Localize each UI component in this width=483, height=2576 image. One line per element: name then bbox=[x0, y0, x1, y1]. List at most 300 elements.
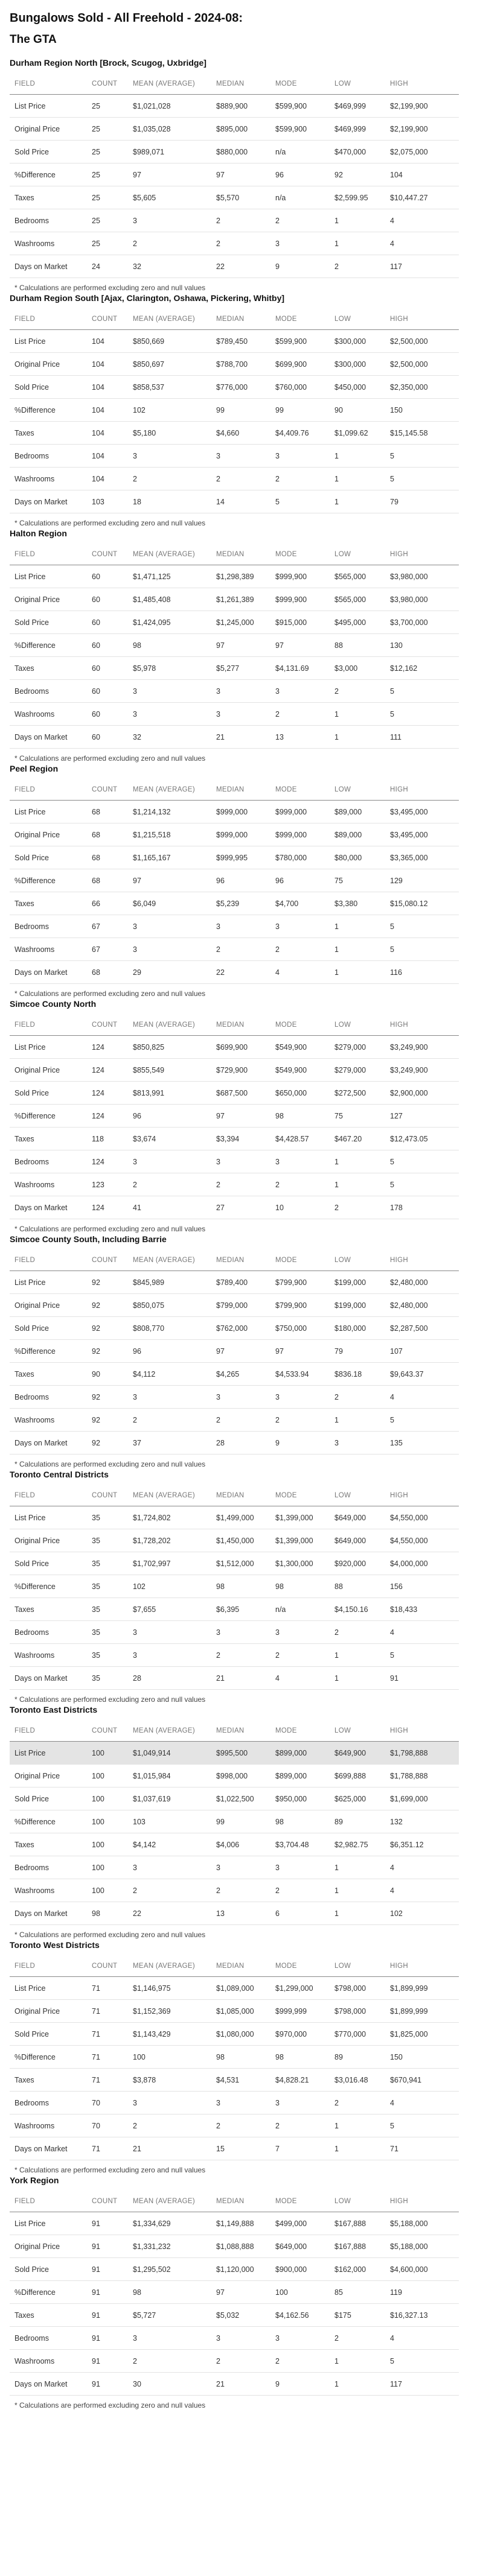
value-cell: $2,982.75 bbox=[330, 1833, 385, 1856]
value-cell: $850,075 bbox=[128, 1294, 211, 1317]
value-cell: 25 bbox=[87, 95, 128, 118]
value-cell: $1,049,914 bbox=[128, 1742, 211, 1765]
value-cell: $549,900 bbox=[270, 1059, 330, 1082]
value-cell: 124 bbox=[87, 1105, 128, 1128]
value-cell: 124 bbox=[87, 1150, 128, 1173]
value-cell: $889,900 bbox=[211, 95, 270, 118]
value-cell: 96 bbox=[128, 1105, 211, 1128]
field-name-cell: List Price bbox=[10, 801, 87, 823]
column-header: COUNT bbox=[87, 309, 128, 330]
region-section bbox=[10, 1938, 473, 2174]
table-row bbox=[10, 588, 459, 611]
value-cell: 3 bbox=[211, 680, 270, 703]
column-header: FIELD bbox=[10, 1721, 87, 1742]
value-cell: 3 bbox=[128, 1150, 211, 1173]
table-row bbox=[10, 445, 459, 468]
value-cell: $1,299,000 bbox=[270, 1977, 330, 2000]
column-header: COUNT bbox=[87, 1721, 128, 1742]
table-header-row bbox=[10, 544, 459, 565]
value-cell: 3 bbox=[128, 209, 211, 232]
value-cell: $549,900 bbox=[270, 1036, 330, 1059]
value-cell: $1,080,000 bbox=[211, 2023, 270, 2046]
field-name-cell: Taxes bbox=[10, 1128, 87, 1150]
value-cell: $950,000 bbox=[270, 1788, 330, 1810]
value-cell: $1,120,000 bbox=[211, 2258, 270, 2281]
column-header: HIGH bbox=[385, 74, 459, 95]
value-cell: $5,032 bbox=[211, 2304, 270, 2327]
value-cell: $999,999 bbox=[270, 2000, 330, 2023]
value-cell: 91 bbox=[87, 2304, 128, 2327]
field-name-cell: %Difference bbox=[10, 1340, 87, 1363]
value-cell: $3,394 bbox=[211, 1128, 270, 1150]
value-cell: 1 bbox=[330, 1173, 385, 1196]
field-name-cell: List Price bbox=[10, 1977, 87, 2000]
value-cell: 104 bbox=[87, 422, 128, 445]
value-cell: $4,533.94 bbox=[270, 1363, 330, 1386]
value-cell: 3 bbox=[128, 445, 211, 468]
column-header: HIGH bbox=[385, 2191, 459, 2212]
value-cell: 71 bbox=[87, 1977, 128, 2000]
value-cell: 5 bbox=[385, 445, 459, 468]
table-row bbox=[10, 1552, 459, 1575]
value-cell: 4 bbox=[270, 961, 330, 984]
value-cell: 4 bbox=[385, 1856, 459, 1879]
column-header: COUNT bbox=[87, 1485, 128, 1506]
value-cell: $2,500,000 bbox=[385, 353, 459, 376]
value-cell: $599,900 bbox=[270, 330, 330, 353]
value-cell: 129 bbox=[385, 869, 459, 892]
value-cell: 25 bbox=[87, 232, 128, 255]
value-cell: $998,000 bbox=[211, 1765, 270, 1788]
region-title: Toronto East Districts bbox=[10, 1705, 98, 1715]
value-cell: 25 bbox=[87, 163, 128, 186]
region-section bbox=[10, 56, 473, 292]
value-cell: $808,770 bbox=[128, 1317, 211, 1340]
value-cell: 35 bbox=[87, 1598, 128, 1621]
value-cell: 71 bbox=[87, 2000, 128, 2023]
column-header: FIELD bbox=[10, 74, 87, 95]
field-name-cell: Bedrooms bbox=[10, 915, 87, 938]
stats-table bbox=[10, 1485, 459, 1690]
field-name-cell: Original Price bbox=[10, 1765, 87, 1788]
value-cell: $999,900 bbox=[270, 565, 330, 588]
value-cell: 92 bbox=[87, 1317, 128, 1340]
column-header: LOW bbox=[330, 2191, 385, 2212]
stats-table bbox=[10, 1015, 459, 1219]
value-cell: $799,900 bbox=[270, 1271, 330, 1294]
table-row bbox=[10, 2327, 459, 2350]
value-cell: $915,000 bbox=[270, 611, 330, 634]
value-cell: $565,000 bbox=[330, 565, 385, 588]
value-cell: 90 bbox=[87, 1363, 128, 1386]
value-cell: 13 bbox=[211, 1902, 270, 1925]
column-header: COUNT bbox=[87, 779, 128, 801]
value-cell: 1 bbox=[330, 938, 385, 961]
value-cell: $650,000 bbox=[270, 1082, 330, 1105]
field-name-cell: Taxes bbox=[10, 657, 87, 680]
column-header: MEDIAN bbox=[211, 544, 270, 565]
value-cell: $970,000 bbox=[270, 2023, 330, 2046]
field-name-cell: Sold Price bbox=[10, 1317, 87, 1340]
field-name-cell: List Price bbox=[10, 1506, 87, 1529]
value-cell: 21 bbox=[211, 726, 270, 749]
table-row bbox=[10, 232, 459, 255]
value-cell: 71 bbox=[87, 2046, 128, 2069]
value-cell: $4,409.76 bbox=[270, 422, 330, 445]
value-cell: $836.18 bbox=[330, 1363, 385, 1386]
calculation-note: * Calculations are performed excluding zero and null values bbox=[14, 754, 206, 763]
column-header: COUNT bbox=[87, 1956, 128, 1977]
table-row bbox=[10, 186, 459, 209]
value-cell: $1,788,888 bbox=[385, 1765, 459, 1788]
value-cell: 41 bbox=[128, 1196, 211, 1219]
table-header-row bbox=[10, 1250, 459, 1271]
value-cell: $5,180 bbox=[128, 422, 211, 445]
value-cell: $450,000 bbox=[330, 376, 385, 399]
table-header-row bbox=[10, 779, 459, 801]
value-cell: 28 bbox=[128, 1667, 211, 1690]
value-cell: 5 bbox=[385, 2114, 459, 2137]
value-cell: $80,000 bbox=[330, 846, 385, 869]
value-cell: 3 bbox=[128, 1386, 211, 1409]
value-cell: $16,327.13 bbox=[385, 2304, 459, 2327]
value-cell: 3 bbox=[270, 2092, 330, 2114]
value-cell: 1 bbox=[330, 232, 385, 255]
value-cell: $1,798,888 bbox=[385, 1742, 459, 1765]
table-row bbox=[10, 1977, 459, 2000]
value-cell: 92 bbox=[87, 1386, 128, 1409]
value-cell: $12,162 bbox=[385, 657, 459, 680]
table-row bbox=[10, 1742, 459, 1765]
value-cell: 5 bbox=[385, 703, 459, 726]
value-cell: 5 bbox=[385, 1150, 459, 1173]
field-name-cell: Original Price bbox=[10, 823, 87, 846]
column-header: COUNT bbox=[87, 2191, 128, 2212]
field-name-cell: Original Price bbox=[10, 1529, 87, 1552]
value-cell: 124 bbox=[87, 1082, 128, 1105]
value-cell: $3,249,900 bbox=[385, 1059, 459, 1082]
column-header: MODE bbox=[270, 1250, 330, 1271]
column-header: MEDIAN bbox=[211, 74, 270, 95]
calculation-note: * Calculations are performed excluding zero and null values bbox=[14, 1225, 206, 1233]
value-cell: 97 bbox=[128, 163, 211, 186]
value-cell: 3 bbox=[270, 1856, 330, 1879]
value-cell: 5 bbox=[385, 468, 459, 490]
value-cell: 2 bbox=[128, 468, 211, 490]
value-cell: 88 bbox=[330, 1575, 385, 1598]
value-cell: $850,697 bbox=[128, 353, 211, 376]
value-cell: 25 bbox=[87, 186, 128, 209]
value-cell: 5 bbox=[385, 938, 459, 961]
column-header: HIGH bbox=[385, 1485, 459, 1506]
value-cell: 2 bbox=[270, 938, 330, 961]
table-row bbox=[10, 823, 459, 846]
field-name-cell: Washrooms bbox=[10, 703, 87, 726]
table-row bbox=[10, 1529, 459, 1552]
table-row bbox=[10, 422, 459, 445]
value-cell: 4 bbox=[385, 2327, 459, 2350]
value-cell: 1 bbox=[330, 2373, 385, 2396]
value-cell: 70 bbox=[87, 2114, 128, 2137]
field-name-cell: Days on Market bbox=[10, 2373, 87, 2396]
field-name-cell: %Difference bbox=[10, 399, 87, 422]
value-cell: $845,989 bbox=[128, 1271, 211, 1294]
value-cell: $999,000 bbox=[211, 801, 270, 823]
value-cell: 35 bbox=[87, 1575, 128, 1598]
region-title: Halton Region bbox=[10, 528, 67, 538]
region-title: Toronto West Districts bbox=[10, 1940, 100, 1950]
table-header-row bbox=[10, 1485, 459, 1506]
field-name-cell: Bedrooms bbox=[10, 1621, 87, 1644]
value-cell: $1,512,000 bbox=[211, 1552, 270, 1575]
calculation-note: * Calculations are performed excluding zero and null values bbox=[14, 989, 206, 998]
field-name-cell: %Difference bbox=[10, 1810, 87, 1833]
field-name-cell: Bedrooms bbox=[10, 680, 87, 703]
value-cell: 89 bbox=[330, 2046, 385, 2069]
value-cell: $995,500 bbox=[211, 1742, 270, 1765]
value-cell: $9,643.37 bbox=[385, 1363, 459, 1386]
value-cell: $3,365,000 bbox=[385, 846, 459, 869]
value-cell: 104 bbox=[87, 330, 128, 353]
table-row bbox=[10, 1363, 459, 1386]
table-header-row bbox=[10, 74, 459, 95]
value-cell: 4 bbox=[385, 2092, 459, 2114]
field-name-cell: Taxes bbox=[10, 186, 87, 209]
value-cell: $199,000 bbox=[330, 1294, 385, 1317]
field-name-cell: Bedrooms bbox=[10, 1856, 87, 1879]
value-cell: 1 bbox=[330, 2350, 385, 2373]
value-cell: 88 bbox=[330, 634, 385, 657]
field-name-cell: List Price bbox=[10, 1742, 87, 1765]
value-cell: 9 bbox=[270, 1432, 330, 1455]
column-header: MODE bbox=[270, 1485, 330, 1506]
value-cell: 1 bbox=[330, 2114, 385, 2137]
value-cell: 21 bbox=[211, 2373, 270, 2396]
value-cell: 2 bbox=[128, 2350, 211, 2373]
value-cell: $565,000 bbox=[330, 588, 385, 611]
value-cell: $15,145.58 bbox=[385, 422, 459, 445]
value-cell: 91 bbox=[87, 2212, 128, 2235]
value-cell: $4,006 bbox=[211, 1833, 270, 1856]
value-cell: 96 bbox=[270, 163, 330, 186]
value-cell: $2,900,000 bbox=[385, 1082, 459, 1105]
value-cell: 104 bbox=[385, 163, 459, 186]
value-cell: $3,380 bbox=[330, 892, 385, 915]
value-cell: 1 bbox=[330, 1409, 385, 1432]
value-cell: $699,900 bbox=[270, 353, 330, 376]
value-cell: $999,000 bbox=[211, 823, 270, 846]
value-cell: $989,071 bbox=[128, 141, 211, 163]
field-name-cell: Taxes bbox=[10, 2304, 87, 2327]
table-row bbox=[10, 353, 459, 376]
value-cell: $89,000 bbox=[330, 823, 385, 846]
field-name-cell: Original Price bbox=[10, 2235, 87, 2258]
stats-table bbox=[10, 2191, 459, 2396]
table-row bbox=[10, 869, 459, 892]
value-cell: 92 bbox=[87, 1432, 128, 1455]
value-cell: $3,000 bbox=[330, 657, 385, 680]
column-header: FIELD bbox=[10, 1250, 87, 1271]
value-cell: $5,188,000 bbox=[385, 2235, 459, 2258]
value-cell: $729,900 bbox=[211, 1059, 270, 1082]
value-cell: 68 bbox=[87, 869, 128, 892]
column-header: LOW bbox=[330, 1015, 385, 1036]
value-cell: 2 bbox=[128, 232, 211, 255]
value-cell: $1,165,167 bbox=[128, 846, 211, 869]
value-cell: 5 bbox=[270, 490, 330, 513]
value-cell: $799,000 bbox=[211, 1294, 270, 1317]
value-cell: $12,473.05 bbox=[385, 1128, 459, 1150]
column-header: MODE bbox=[270, 309, 330, 330]
value-cell: 111 bbox=[385, 726, 459, 749]
value-cell: 91 bbox=[87, 2235, 128, 2258]
value-cell: 97 bbox=[211, 634, 270, 657]
value-cell: 119 bbox=[385, 2281, 459, 2304]
value-cell: $18,433 bbox=[385, 1598, 459, 1621]
value-cell: $1,088,888 bbox=[211, 2235, 270, 2258]
stats-table bbox=[10, 1721, 459, 1925]
column-header: FIELD bbox=[10, 544, 87, 565]
table-row bbox=[10, 2069, 459, 2092]
column-header: MEAN (AVERAGE) bbox=[128, 74, 211, 95]
field-name-cell: %Difference bbox=[10, 2046, 87, 2069]
field-name-cell: List Price bbox=[10, 2212, 87, 2235]
field-name-cell: Days on Market bbox=[10, 1902, 87, 1925]
value-cell: 5 bbox=[385, 1644, 459, 1667]
value-cell: $813,991 bbox=[128, 1082, 211, 1105]
value-cell: $2,075,000 bbox=[385, 141, 459, 163]
value-cell: $4,112 bbox=[128, 1363, 211, 1386]
column-header: MODE bbox=[270, 779, 330, 801]
value-cell: 97 bbox=[211, 1105, 270, 1128]
value-cell: 100 bbox=[87, 1879, 128, 1902]
stats-table bbox=[10, 1956, 459, 2160]
table-row bbox=[10, 1644, 459, 1667]
field-name-cell: Washrooms bbox=[10, 938, 87, 961]
stats-table bbox=[10, 309, 459, 513]
value-cell: 3 bbox=[128, 938, 211, 961]
field-name-cell: %Difference bbox=[10, 634, 87, 657]
value-cell: $770,000 bbox=[330, 2023, 385, 2046]
value-cell: $999,900 bbox=[270, 588, 330, 611]
value-cell: 92 bbox=[87, 1294, 128, 1317]
value-cell: $1,099.62 bbox=[330, 422, 385, 445]
value-cell: 135 bbox=[385, 1432, 459, 1455]
region-section bbox=[10, 526, 473, 763]
value-cell: $6,049 bbox=[128, 892, 211, 915]
value-cell: 35 bbox=[87, 1529, 128, 1552]
value-cell: 27 bbox=[211, 1196, 270, 1219]
value-cell: 3 bbox=[211, 1856, 270, 1879]
table-row bbox=[10, 2000, 459, 2023]
value-cell: 4 bbox=[385, 1621, 459, 1644]
value-cell: 25 bbox=[87, 141, 128, 163]
field-name-cell: Washrooms bbox=[10, 1644, 87, 1667]
value-cell: 97 bbox=[211, 163, 270, 186]
column-header: HIGH bbox=[385, 1015, 459, 1036]
value-cell: $162,000 bbox=[330, 2258, 385, 2281]
field-name-cell: Days on Market bbox=[10, 1196, 87, 1219]
value-cell: $2,199,900 bbox=[385, 95, 459, 118]
value-cell: 2 bbox=[211, 209, 270, 232]
value-cell: 9 bbox=[270, 255, 330, 278]
value-cell: 98 bbox=[270, 1575, 330, 1598]
region-title: Durham Region North [Brock, Scugog, Uxbridge] bbox=[10, 58, 206, 68]
table-row bbox=[10, 209, 459, 232]
table-row bbox=[10, 1765, 459, 1788]
stats-table bbox=[10, 544, 459, 749]
field-name-cell: %Difference bbox=[10, 2281, 87, 2304]
stats-table bbox=[10, 779, 459, 984]
value-cell: $1,699,000 bbox=[385, 1788, 459, 1810]
value-cell: $699,888 bbox=[330, 1765, 385, 1788]
value-cell: 68 bbox=[87, 961, 128, 984]
value-cell: 100 bbox=[128, 2046, 211, 2069]
value-cell: $10,447.27 bbox=[385, 186, 459, 209]
value-cell: 100 bbox=[87, 1833, 128, 1856]
value-cell: $5,727 bbox=[128, 2304, 211, 2327]
table-row bbox=[10, 2304, 459, 2327]
value-cell: 2 bbox=[270, 1879, 330, 1902]
value-cell: 60 bbox=[87, 565, 128, 588]
field-name-cell: Original Price bbox=[10, 2000, 87, 2023]
value-cell: 90 bbox=[330, 399, 385, 422]
value-cell: $1,450,000 bbox=[211, 1529, 270, 1552]
field-name-cell: Original Price bbox=[10, 118, 87, 141]
value-cell: $4,531 bbox=[211, 2069, 270, 2092]
value-cell: 156 bbox=[385, 1575, 459, 1598]
value-cell: $670,941 bbox=[385, 2069, 459, 2092]
value-cell: $4,550,000 bbox=[385, 1506, 459, 1529]
value-cell: $789,450 bbox=[211, 330, 270, 353]
value-cell: $850,669 bbox=[128, 330, 211, 353]
value-cell: 3 bbox=[128, 915, 211, 938]
field-name-cell: Days on Market bbox=[10, 490, 87, 513]
value-cell: $199,000 bbox=[330, 1271, 385, 1294]
value-cell: $1,399,000 bbox=[270, 1529, 330, 1552]
value-cell: 98 bbox=[128, 2281, 211, 2304]
value-cell: $1,399,000 bbox=[270, 1506, 330, 1529]
value-cell: 4 bbox=[385, 1879, 459, 1902]
value-cell: 102 bbox=[128, 399, 211, 422]
value-cell: 14 bbox=[211, 490, 270, 513]
calculation-note: * Calculations are performed excluding zero and null values bbox=[14, 2166, 206, 2174]
column-header: LOW bbox=[330, 1721, 385, 1742]
region-title: York Region bbox=[10, 2175, 59, 2185]
value-cell: 107 bbox=[385, 1340, 459, 1363]
table-row bbox=[10, 1317, 459, 1340]
value-cell: 70 bbox=[87, 2092, 128, 2114]
field-name-cell: Taxes bbox=[10, 422, 87, 445]
column-header: LOW bbox=[330, 544, 385, 565]
value-cell: $899,000 bbox=[270, 1742, 330, 1765]
table-row bbox=[10, 634, 459, 657]
value-cell: $4,550,000 bbox=[385, 1529, 459, 1552]
value-cell: $499,000 bbox=[270, 2212, 330, 2235]
table-row bbox=[10, 2235, 459, 2258]
table-row bbox=[10, 1082, 459, 1105]
value-cell: $699,900 bbox=[211, 1036, 270, 1059]
value-cell: 60 bbox=[87, 634, 128, 657]
column-header: MODE bbox=[270, 544, 330, 565]
value-cell: 150 bbox=[385, 399, 459, 422]
value-cell: $469,999 bbox=[330, 95, 385, 118]
value-cell: 98 bbox=[211, 1575, 270, 1598]
value-cell: 22 bbox=[211, 255, 270, 278]
table-row bbox=[10, 1621, 459, 1644]
value-cell: 2 bbox=[330, 2092, 385, 2114]
table-row bbox=[10, 1105, 459, 1128]
